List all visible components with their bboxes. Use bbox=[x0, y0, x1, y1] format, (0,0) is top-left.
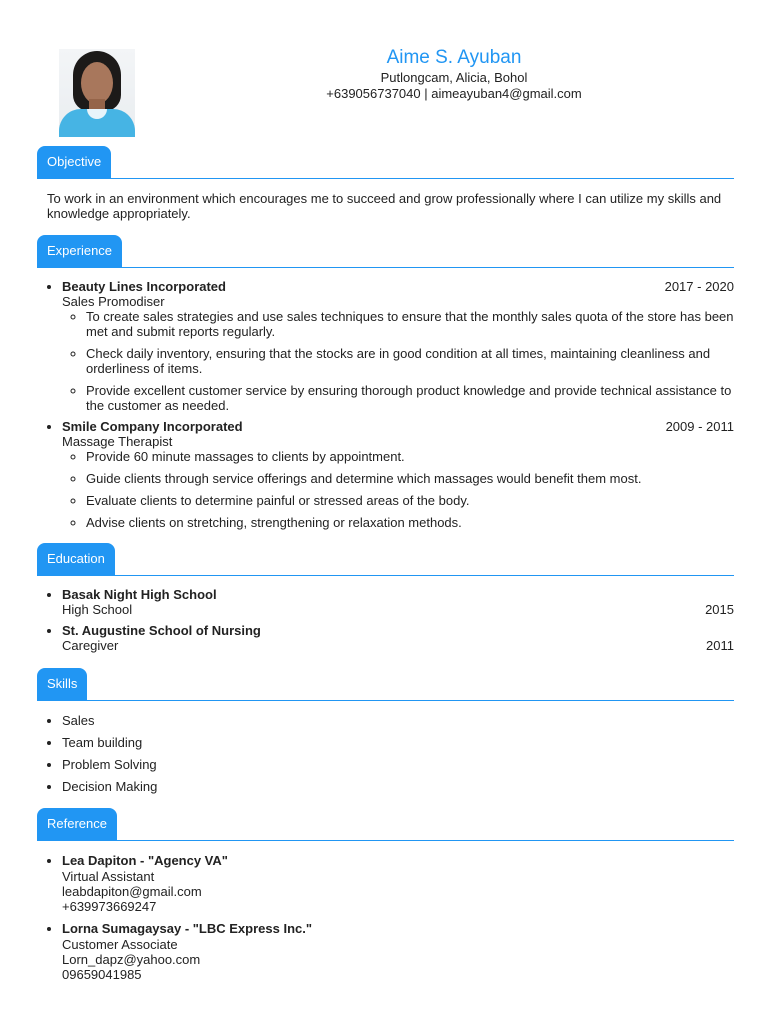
address: Putlongcam, Alicia, Bohol bbox=[380, 70, 528, 85]
skills-section bbox=[37, 667, 734, 794]
job-years: 2017 - 2020 bbox=[664, 279, 734, 294]
phone: +639056737040 bbox=[326, 86, 421, 101]
reference-tab: Reference bbox=[37, 808, 117, 841]
reference-list bbox=[37, 853, 734, 982]
duty-item: ◦ Advise clients on stretching, strengthening or relaxation methods. bbox=[86, 515, 734, 530]
objective-text: To work in an environment which encourages me to succeed and grow professionally where I can utilize my skills and knowledge appropriately. bbox=[47, 191, 722, 221]
section-header bbox=[37, 234, 734, 268]
reference-name: • Lorna Sumagaysay - "LBC Express Inc." bbox=[62, 921, 313, 936]
job-role: Massage Therapist bbox=[62, 434, 173, 449]
education-section bbox=[37, 542, 734, 653]
skills-list bbox=[37, 713, 734, 794]
email: aimeayuban4@gmail.com bbox=[431, 86, 582, 101]
job-role: Sales Promodiser bbox=[62, 294, 165, 309]
reference-name: • Lea Dapiton - "Agency VA" bbox=[62, 853, 228, 868]
duty-item: ◦ Check daily inventory, ensuring that the stocks are in good condition at all times, maintaining cleanliness and orderliness of items. bbox=[86, 346, 734, 376]
school-name: • Basak Night High School bbox=[62, 587, 217, 602]
school-item bbox=[62, 623, 734, 653]
job-item bbox=[62, 419, 734, 530]
skill-item: • Problem Solving bbox=[62, 757, 734, 772]
education-list bbox=[37, 587, 734, 653]
duty-item: ◦ To create sales strategies and use sales techniques to ensure that the monthly sales quota of the store has been met and submit reports regularly. bbox=[86, 309, 734, 339]
school-year: 2011 bbox=[706, 638, 734, 653]
skill-item: • Team building bbox=[62, 735, 734, 750]
job-years: 2009 - 2011 bbox=[665, 419, 734, 434]
school-name: • St. Augustine School of Nursing bbox=[62, 623, 261, 638]
duty-item: ◦ Guide clients through service offerings and determine which massages would benefit them most. bbox=[86, 471, 734, 486]
profile-photo bbox=[59, 49, 135, 137]
experience-list bbox=[37, 279, 734, 530]
reference-phone: +639973669247 bbox=[62, 899, 157, 914]
skill-item: • Decision Making bbox=[62, 779, 734, 794]
reference-email: leabdapiton@gmail.com bbox=[62, 884, 202, 899]
resume-header bbox=[277, 46, 631, 102]
contact-separator: | bbox=[420, 86, 432, 101]
objective-tab: Objective bbox=[37, 146, 111, 179]
reference-position: Customer Associate bbox=[62, 937, 178, 952]
job-duties bbox=[62, 309, 734, 413]
school-item bbox=[62, 587, 734, 617]
skills-tab: Skills bbox=[37, 668, 87, 701]
section-header bbox=[37, 542, 734, 576]
reference-section bbox=[37, 807, 734, 982]
duty-item: ◦ Evaluate clients to determine painful or stressed areas of the body. bbox=[86, 493, 734, 508]
reference-position: Virtual Assistant bbox=[62, 869, 155, 884]
duty-item: ◦ Provide 60 minute massages to clients by appointment. bbox=[86, 449, 734, 464]
reference-email: Lorn_dapz@yahoo.com bbox=[62, 952, 201, 967]
job-item bbox=[62, 279, 734, 413]
contact-line bbox=[277, 86, 631, 102]
objective-section bbox=[37, 145, 734, 221]
candidate-name: Aime S. Ayuban bbox=[386, 47, 522, 68]
job-company: Beauty Lines Incorporated bbox=[62, 279, 226, 294]
education-tab: Education bbox=[37, 543, 115, 576]
duty-item: ◦ Provide excellent customer service by ensuring thorough product knowledge and provide technical assistance to the customer as needed. bbox=[86, 383, 734, 413]
skill-item: • Sales bbox=[62, 713, 734, 728]
section-header bbox=[37, 145, 734, 179]
reference-item bbox=[62, 921, 734, 982]
school-year: 2015 bbox=[705, 602, 734, 617]
school-course: Caregiver bbox=[62, 638, 119, 653]
job-company: Smile Company Incorporated bbox=[62, 419, 243, 434]
reference-phone: 09659041985 bbox=[62, 967, 142, 982]
section-header bbox=[37, 807, 734, 841]
school-course: High School bbox=[62, 602, 133, 617]
section-header bbox=[37, 667, 734, 701]
school-course-row bbox=[62, 638, 734, 653]
experience-tab: Experience bbox=[37, 235, 122, 268]
school-course-row bbox=[62, 602, 734, 617]
job-duties bbox=[62, 449, 734, 530]
experience-section bbox=[37, 234, 734, 530]
reference-item bbox=[62, 853, 734, 914]
